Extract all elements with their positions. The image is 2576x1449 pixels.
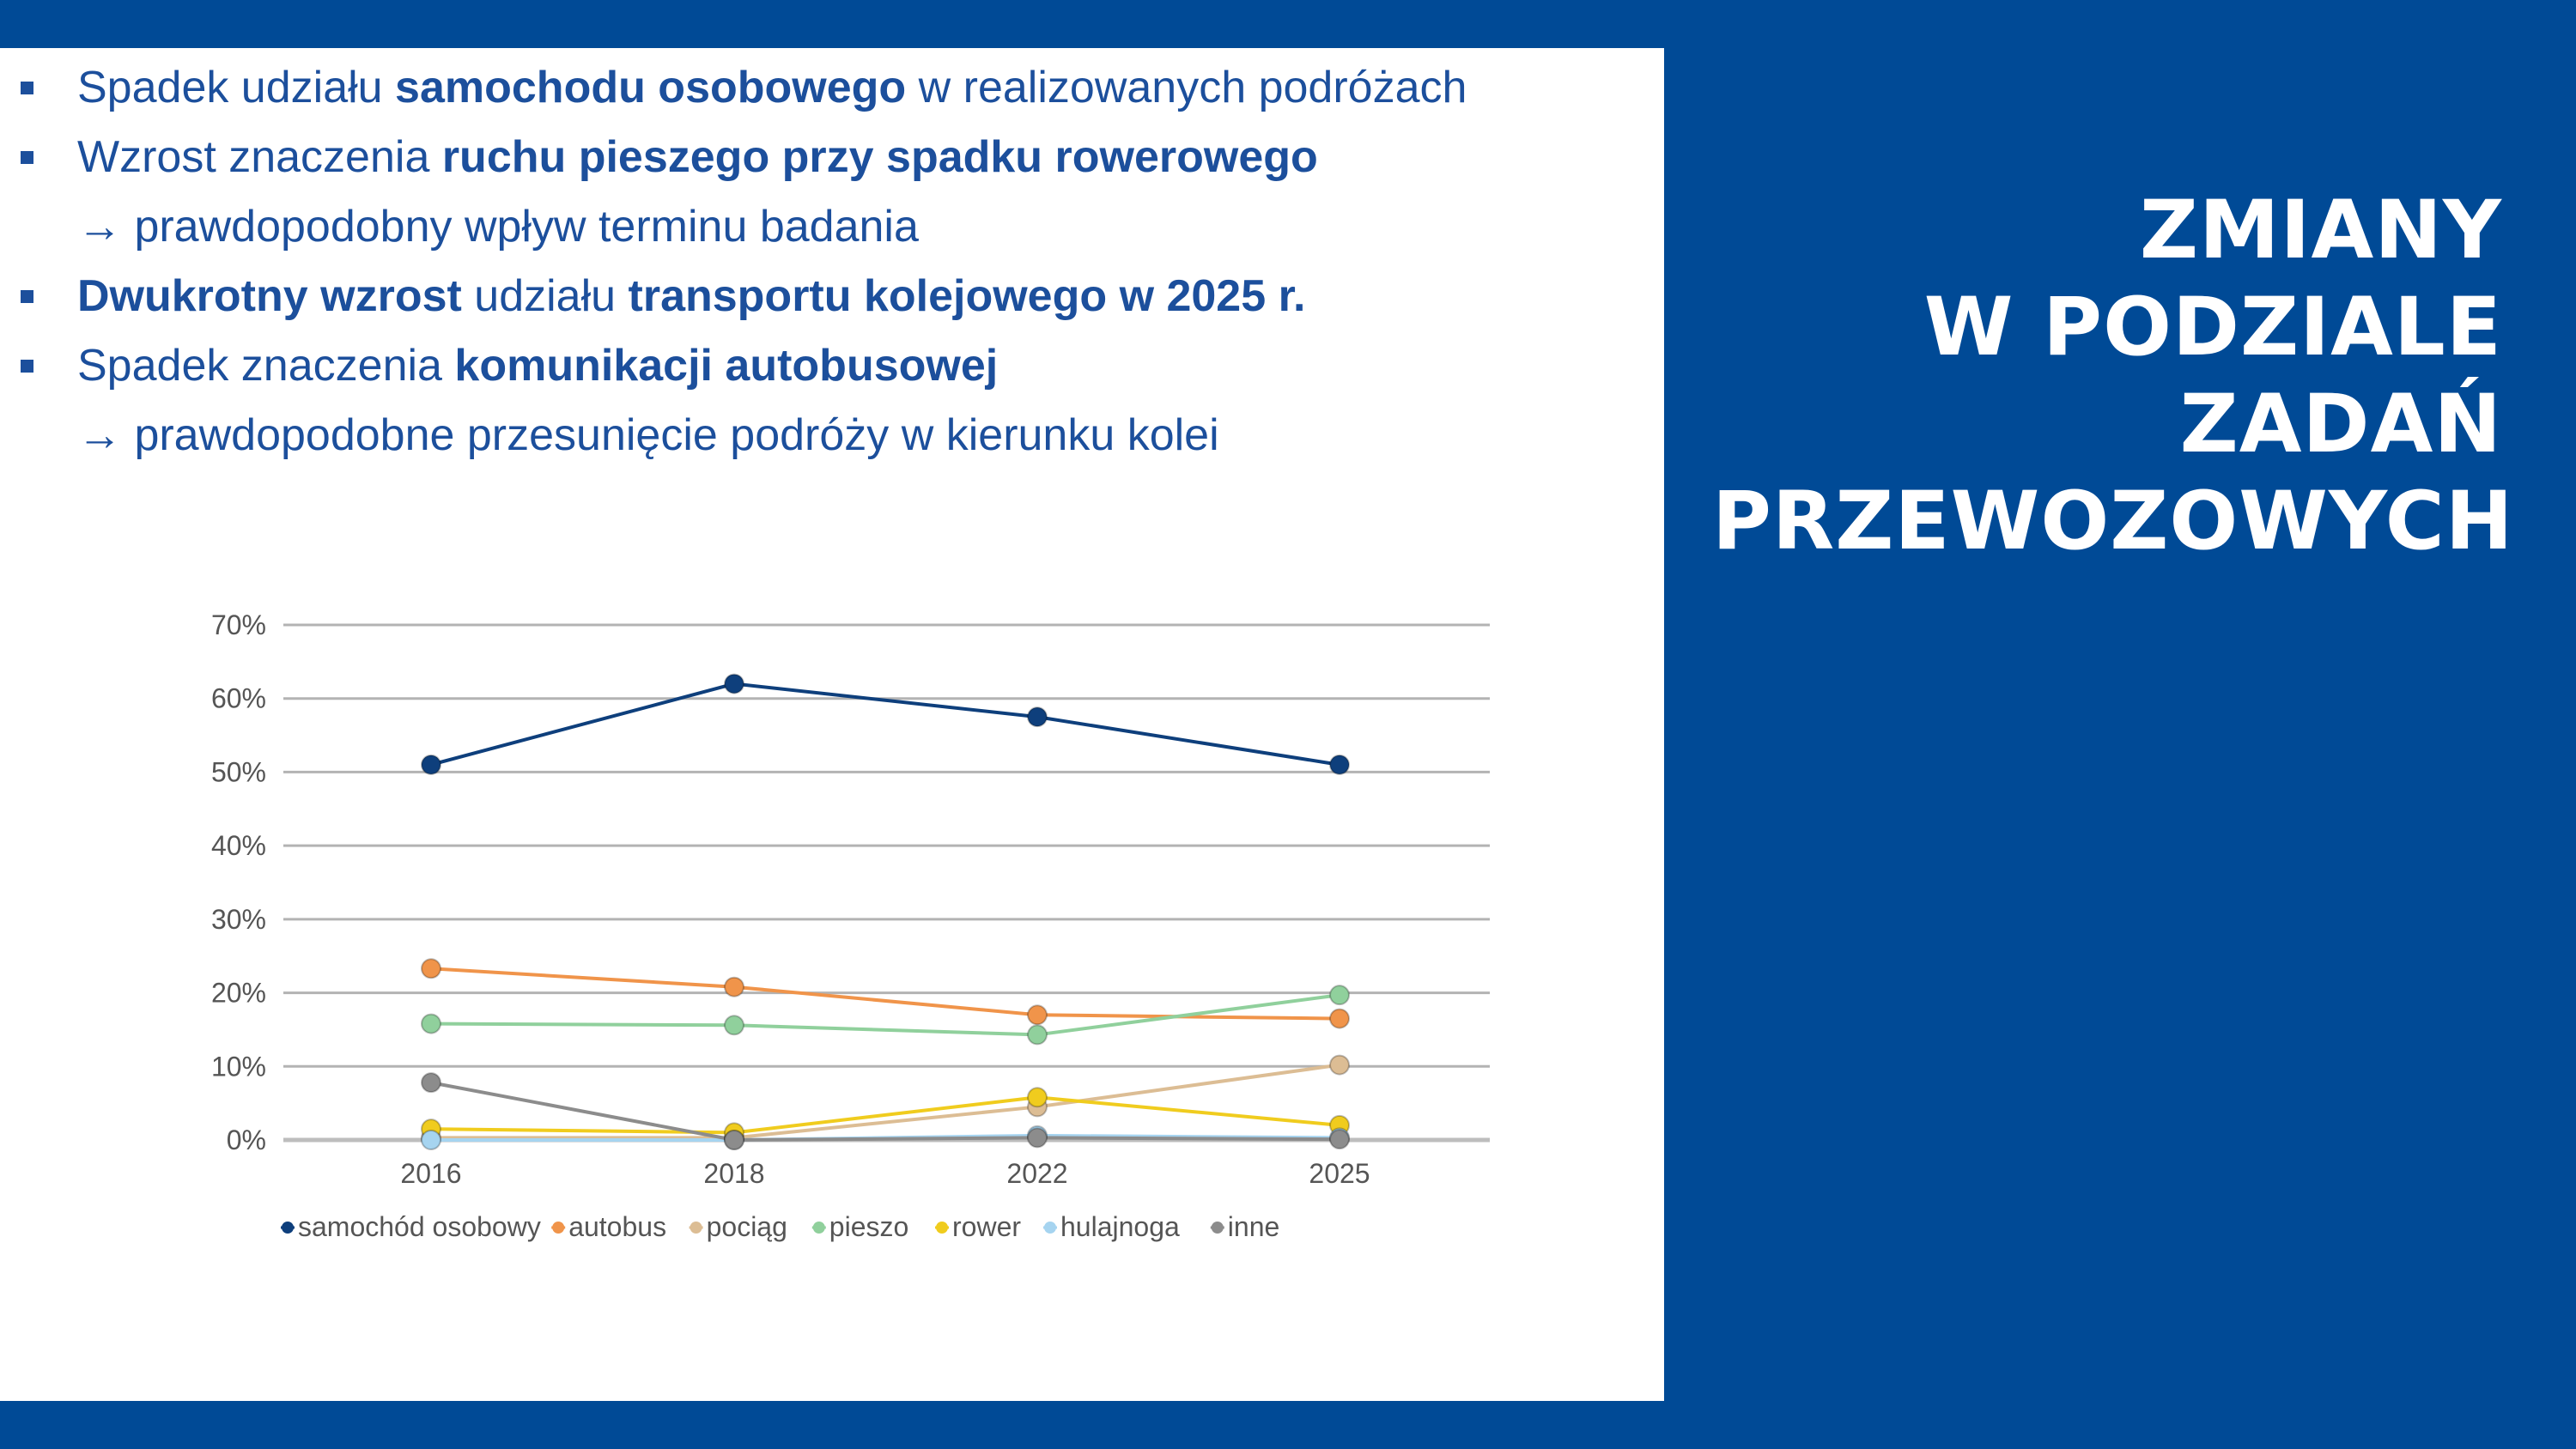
y-tick-label: 60% [210, 682, 266, 714]
y-tick-label: 70% [210, 609, 266, 640]
bullet-square-icon [21, 290, 33, 303]
bullet-line [77, 401, 1664, 470]
data-point [1028, 1025, 1047, 1044]
data-point [1028, 1005, 1047, 1024]
data-point [1330, 1009, 1349, 1028]
bullet-list [0, 53, 1664, 470]
legend-swatch-dot [282, 1222, 294, 1234]
legend-swatch-dot [552, 1222, 564, 1234]
bullet-text: → prawdopodobny wpływ terminu badania [77, 202, 919, 252]
bullet-item [0, 123, 1664, 262]
legend-label: hulajnoga [1060, 1211, 1180, 1242]
x-tick-label: 2016 [400, 1158, 462, 1189]
series-line [431, 684, 1340, 765]
data-point [725, 1131, 744, 1149]
bullet-bold-text: komunikacji autobusowej [454, 341, 999, 391]
x-tick-label: 2022 [1006, 1158, 1068, 1189]
data-point [422, 1015, 440, 1034]
legend-label: rower [952, 1211, 1022, 1242]
title-line: ZMIANY [2139, 184, 2502, 277]
bullet-text: w realizowanych podróżach [906, 63, 1467, 112]
bullet-bold-text: ruchu pieszego przy spadku rowerowego [441, 132, 1318, 182]
data-point [1028, 1088, 1047, 1106]
bullet-bold-text: samochodu osobowego [395, 63, 907, 112]
y-tick-label: 10% [210, 1051, 266, 1082]
bullet-text: → prawdopodobne przesunięcie podróży w kierunku kolei [77, 410, 1219, 460]
data-point [1330, 985, 1349, 1004]
legend-swatch-dot [1044, 1222, 1056, 1234]
bullet-text: Wzrost znaczenia [77, 132, 442, 182]
data-point [1330, 755, 1349, 774]
legend-swatch-dot [690, 1222, 702, 1234]
bullet-text: Spadek znaczenia [77, 341, 455, 391]
bullet-bold-text: transportu kolejowego w 2025 r. [628, 271, 1306, 321]
bullet-line [77, 192, 1664, 262]
bullet-square-icon [21, 151, 33, 164]
bullet-line [77, 53, 1664, 123]
title-line: W PODZIALE [1923, 281, 2502, 374]
data-point [1330, 1130, 1349, 1149]
bullet-bold-text: Dwukrotny wzrost [77, 271, 462, 321]
legend-label: autobus [568, 1211, 667, 1242]
bullet-text: udziału [461, 271, 629, 321]
data-point [1028, 1128, 1047, 1147]
legend-label: pociąg [706, 1211, 787, 1242]
legend-label: pieszo [829, 1211, 909, 1242]
data-point [422, 755, 440, 774]
series-line [431, 1065, 1340, 1138]
bullet-line [77, 331, 1664, 401]
data-point [725, 675, 744, 694]
bullet-square-icon [21, 82, 33, 94]
legend-label: samochód osobowy [298, 1211, 541, 1242]
y-tick-label: 40% [210, 830, 266, 862]
y-tick-label: 50% [210, 756, 266, 788]
slide-title [1712, 182, 2514, 570]
data-point [1028, 707, 1047, 726]
title-line: ZADAŃ [2179, 378, 2502, 471]
legend-swatch-dot [936, 1222, 948, 1234]
legend-swatch-dot [1212, 1222, 1224, 1234]
legend-label: inne [1227, 1211, 1280, 1242]
series-line [431, 1097, 1340, 1132]
bullet-square-icon [21, 360, 33, 373]
x-tick-label: 2025 [1309, 1158, 1370, 1189]
y-tick-label: 30% [210, 903, 266, 935]
bullet-line [77, 123, 1664, 192]
bullet-text: Spadek udziału [77, 63, 396, 112]
data-point [725, 978, 744, 997]
data-point [422, 959, 440, 978]
bullet-line [77, 262, 1664, 331]
data-point [1330, 1056, 1349, 1075]
bullet-item [0, 262, 1664, 331]
bullet-item [0, 331, 1664, 470]
line-chart [155, 601, 1528, 1270]
x-tick-label: 2018 [703, 1158, 765, 1189]
data-point [422, 1131, 440, 1149]
bullet-item [0, 53, 1664, 123]
data-point [725, 1016, 744, 1034]
data-point [422, 1073, 440, 1092]
legend-swatch-dot [813, 1222, 825, 1234]
title-line: PRZEWOZOWYCH [1712, 475, 2514, 568]
y-tick-label: 20% [210, 977, 266, 1009]
y-tick-label: 0% [226, 1125, 266, 1155]
